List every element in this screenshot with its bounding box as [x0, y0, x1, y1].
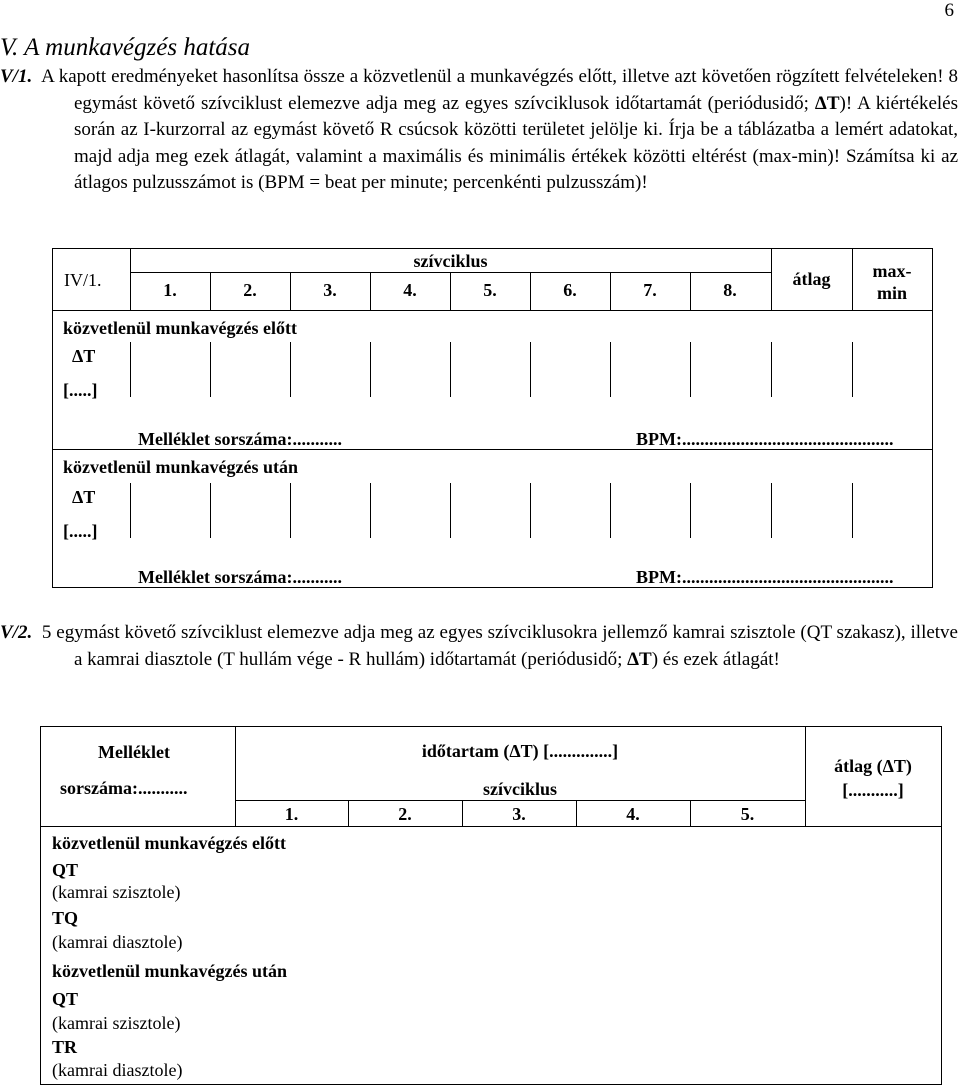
t2-col-header-4: 4. [626, 804, 640, 824]
col-header-8: 8. [723, 280, 737, 300]
row-after-title: közvetlenül munkavégzés után [63, 457, 299, 477]
task-1-text-b: )! A kiértékelés során az I-kurzorral az egymást követő R csúcsok közötti területet jelölje ki. Írja be a táblázatba a lemért adatokat, majd adja meg ezek átlagát, valamint a maximális és minimális értékek közötti eltérést (max-min)! Számítsa ki az átlagos pulzusszámot is (BPM = beat per minute; percenkénti pulzusszám)! [74, 92, 958, 193]
col-header-4: 4. [403, 280, 417, 300]
task-2-text-a: 5 egymást követő szívciklust elemezve adja meg az egyes szívciklusokra jellemző kamrai szisztole (QT szakasz), illetve a kamrai diasztole (T hullám vége - R hullám) időtartamát (periódusidő; [41, 622, 958, 670]
col-header-1: 1. [163, 280, 177, 300]
row-after-attachment: Melléklet sorszáma:........... [138, 567, 342, 587]
delta-t-symbol: ΔT [814, 92, 840, 114]
attach-number: sorszáma:........... [60, 778, 188, 798]
cycle-group-header-2: szívciklus [482, 779, 557, 799]
qt-before: QT [52, 860, 79, 880]
tq-before-sub: (kamrai diasztole) [52, 932, 183, 952]
task-2-text-b: ) és ezek átlagát! [651, 648, 780, 670]
row-before-title: közvetlenül munkavégzés előtt [63, 318, 297, 338]
row-after-unit: [.....] [63, 521, 98, 541]
section-before: közvetlenül munkavégzés előtt [52, 833, 286, 853]
tr-after-sub: (kamrai diasztole) [52, 1060, 183, 1080]
row-after-bpm: BPM:............................................... [636, 567, 894, 587]
t2-avg-header: átlag (ΔT) [834, 756, 912, 776]
task-1-paragraph [0, 64, 958, 197]
tr-after: TR [52, 1037, 78, 1057]
maxmin-header-top: max- [872, 261, 912, 281]
qt-after: QT [52, 989, 79, 1009]
page-number: 6 [944, 0, 954, 21]
t2-col-header-2: 2. [398, 804, 412, 824]
col-header-5: 5. [483, 280, 497, 300]
t2-col-header-1: 1. [284, 804, 299, 824]
duration-header: időtartam (ΔT) [..............] [421, 741, 619, 761]
row-after-delta: ΔT [72, 487, 96, 507]
col-header-3: 3. [323, 280, 337, 300]
tq-before: TQ [52, 908, 79, 928]
t2-col-header-3: 3. [512, 804, 526, 824]
delta-t-symbol-2: ΔT [627, 648, 652, 670]
cycle-group-header: szívciklus [413, 251, 488, 271]
section-after: közvetlenül munkavégzés után [52, 961, 288, 981]
col-header-7: 7. [643, 280, 657, 300]
task-2-paragraph [0, 620, 958, 673]
task-1-label: V/1. [0, 66, 33, 87]
maxmin-header-bottom: min [876, 283, 907, 303]
section-title: V. A munkavégzés hatása [0, 34, 250, 61]
task-2-label: V/2. [0, 622, 33, 643]
table-corner-label: IV/1. [64, 270, 102, 290]
t2-avg-unit: [...........] [842, 780, 904, 800]
t2-col-header-5: 5. [740, 804, 755, 824]
col-header-6: 6. [563, 280, 577, 300]
qt-before-sub: (kamrai szisztole) [52, 882, 181, 902]
row-before-attachment: Melléklet sorszáma:........... [138, 429, 342, 449]
row-before-delta: ΔT [72, 346, 96, 366]
task-1-text-a: A kapott eredményeket hasonlítsa össze a közvetlenül a munkavégzés előtt, illetve azt követően rögzített felvételeken! 8 egymást követő szívciklust elemezve adja meg az egyes szívciklusok időtartamát (periódusidő; [41, 66, 958, 114]
row-before-bpm: BPM:............................................... [636, 429, 894, 449]
col-header-2: 2. [243, 280, 257, 300]
attach-label: Melléklet [98, 742, 170, 762]
avg-header: átlag [792, 269, 831, 289]
qt-after-sub: (kamrai szisztole) [52, 1013, 181, 1033]
row-before-unit: [.....] [63, 380, 98, 400]
